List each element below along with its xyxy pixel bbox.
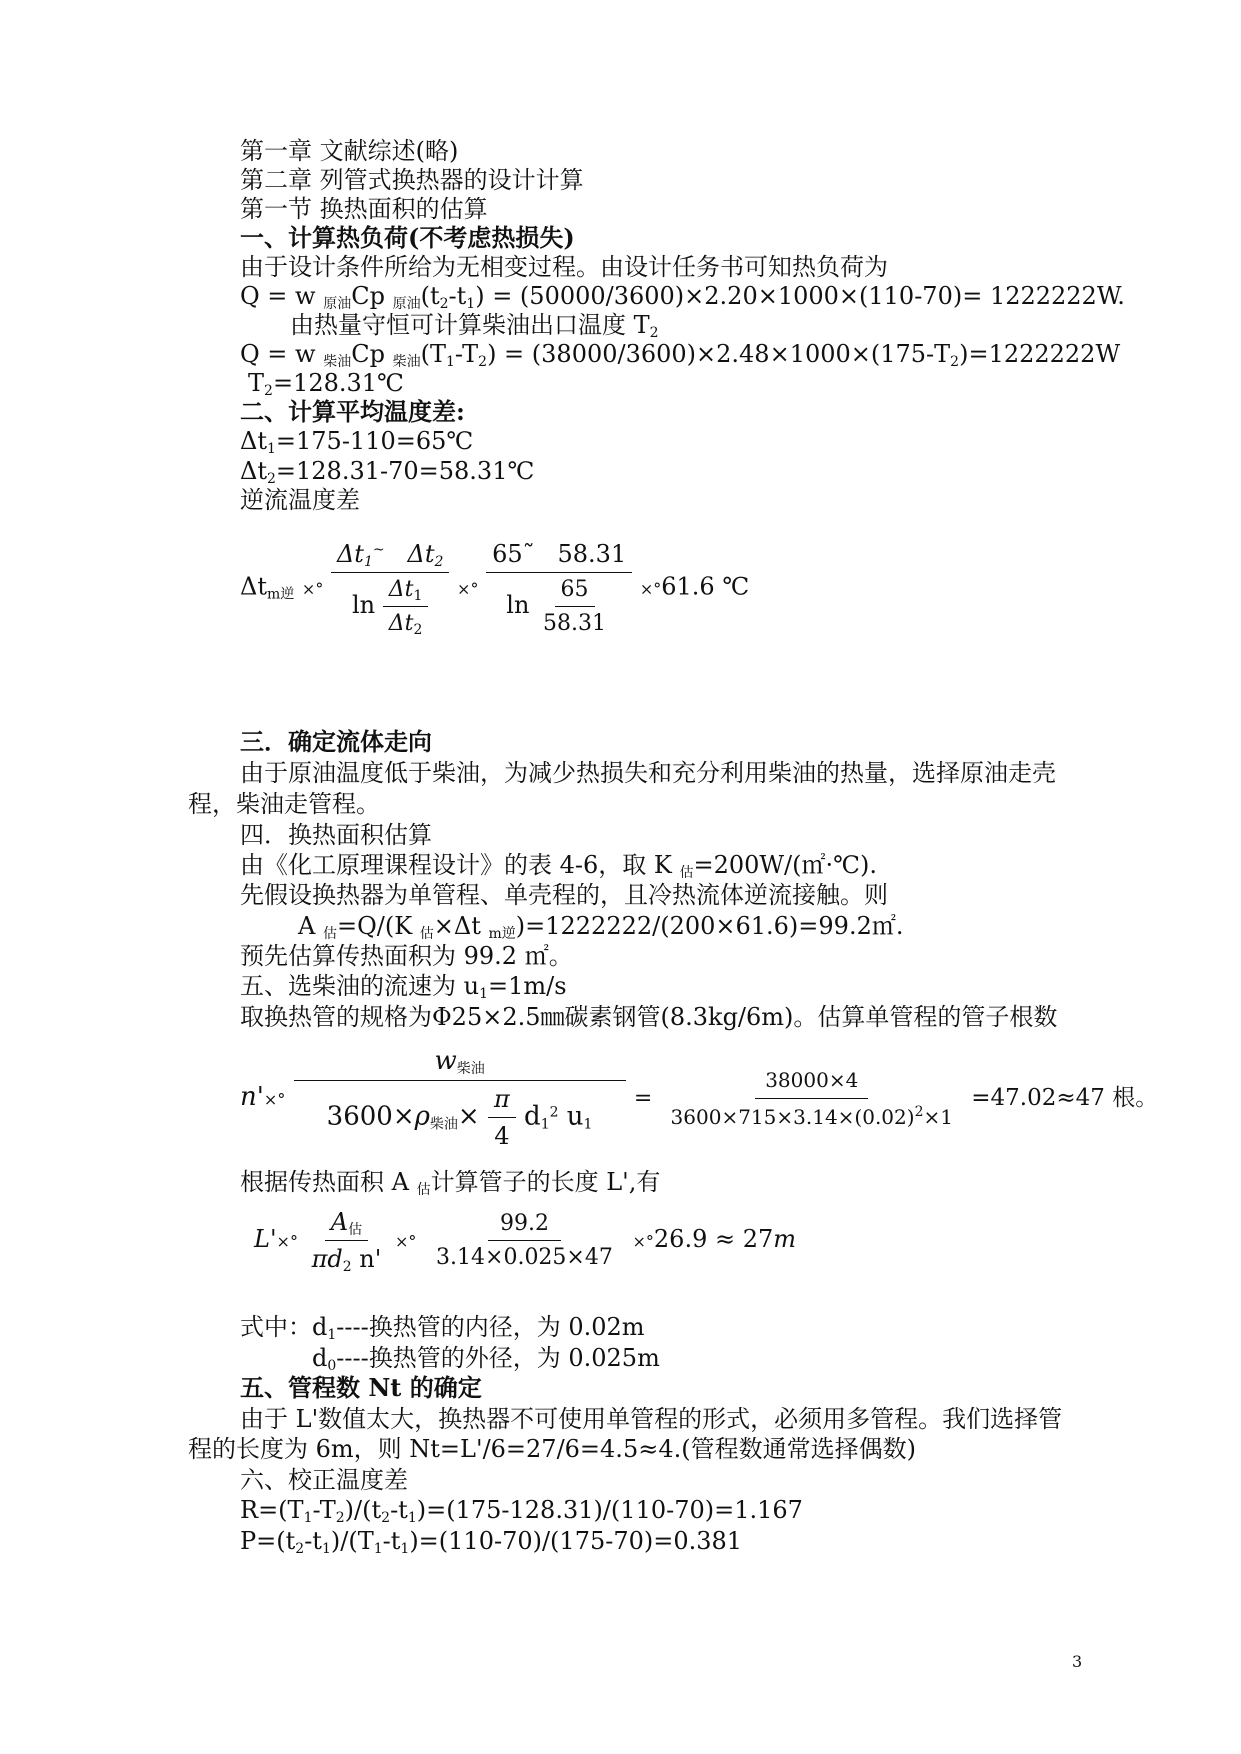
formula-tube-length: L'×° $\frac{A_估}{\pi d_2 n'}$ ×° $\frac{99.2}{3.14\times 0.025\times 47}$ ×°26.9 ≈ 27m [254, 1208, 797, 1275]
line-tube-length-intro: 根据传热面积 A $_估$计算管子的长度 L',有 [240, 1168, 661, 1198]
line-assumption: 先假设换热器为单管程、单壳程的，且冷热流体逆流接触。则 [240, 881, 888, 909]
line-heat-load-intro: 由于设计条件所给为无相变过程。由设计任务书可知热负荷为 [240, 253, 888, 281]
equation-r: $R=(T_1-T_2)/(t_2-t_1)=(175-128.31)/(110-70)=1.167$ [240, 1496, 803, 1526]
heading-area-estimate: 四．换热面积估算 [240, 821, 432, 849]
heading-tube-passes: 五、管程数 Nt 的确定 [240, 1373, 482, 1402]
line-delta-t1: $\Delta t_1=175-110=65℃$ [240, 427, 474, 457]
formula-tube-count: n'×° $w_{柴油}$ $3600\times\rho_{柴油}\times$ $\frac{\pi}{4}$ $d_1^2$ $u_1$ = $\frac{38000\times 4}{3600\times 715\times 3.14\times(0.02)^2\times 1}$ =47.02≈47 根。 [240, 1046, 1159, 1150]
line-section1: 第一节 换热面积的估算 [240, 195, 488, 223]
line-counterflow-label: 逆流温度差 [240, 486, 360, 514]
line-d0-def: $d_0----$换热管的外径，为 0.025m [312, 1344, 660, 1374]
equation-q-crude: Q = w $_{原油}$Cp $_{原油}(t_2-t_1) = (50000/3600)\times 2.20\times 1000\times(110-70)= 1222222W$. [240, 282, 1125, 312]
para-tube-passes-2: 程的长度为 6m，则 Nt=L'/6=27/6=4.5≈4.(管程数通常选择偶数) [188, 1435, 916, 1463]
para-flow-path-2: 程，柴油走管程。 [188, 790, 380, 818]
line-k-value: 由《化工原理课程设计》的表 4-6，取 K $_估$=200W/(㎡·℃). [240, 851, 877, 881]
line-chapter1: 第一章 文献综述(略) [240, 137, 459, 165]
line-d1-def: 式中：$d_1----$换热管的内径，为 0.02m [240, 1313, 645, 1343]
equation-area: A $_估$=Q/(K $_估$×Δt $_{m逆}$)=1222222/(200×61.6)=99.2㎡. [298, 912, 904, 942]
line-area-result: 预先估算传热面积为 99.2 ㎡。 [240, 942, 573, 970]
page-number: 3 [1072, 1652, 1083, 1671]
para-tube-passes-1: 由于 L'数值太大，换热器不可使用单管程的形式，必须用多管程。我们选择管 [240, 1405, 1063, 1433]
equation-p: $P=(t_2-t_1)/(T_1-t_1)=(110-70)/(175-70)=0.381$ [240, 1527, 743, 1557]
line-tube-spec: 取换热管的规格为Φ25×2.5㎜碳素钢管(8.3kg/6m)。估算单管程的管子根数 [240, 1003, 1058, 1031]
para-flow-path-1: 由于原油温度低于柴油，为减少热损失和充分利用柴油的热量，选择原油走壳 [240, 759, 1056, 787]
line-delta-t2: $\Delta t_2=128.31-70=58.31℃$ [240, 457, 535, 487]
heading-temp-correction: 六、校正温度差 [240, 1466, 408, 1494]
line-energy-balance: 由热量守恒可计算柴油出口温度 $T_2$ [290, 311, 659, 341]
line-velocity: 五、选柴油的流速为 $u_1=1m/s$ [240, 972, 567, 1002]
line-chapter2: 第二章 列管式换热器的设计计算 [240, 166, 584, 194]
formula-lmtd: $\Delta t_{m逆}$ ×° $\Delta t_1^\sim$ $\Delta t_2$ ln $\frac{\Delta t_1}{\Delta t_2}$ ×° 65˜ 58.31 ln $\frac{65}{58.31}$ ×°61.6 ℃ [240, 540, 750, 638]
equation-q-diesel: Q = w $_{柴油}$Cp $_{柴油}(T_1-T_2) = (38000/3600)\times 2.48\times 1000\times(175-T_2)=1222222W$ [240, 340, 1121, 370]
heading-heat-load: 一、计算热负荷(不考虑热损失) [240, 223, 575, 252]
heading-flow-path: 三．确定流体走向 [240, 727, 432, 756]
heading-mean-temp-diff: 二、计算平均温度差: [240, 397, 465, 426]
result-t2: $T_2=128.31℃$ [248, 369, 404, 399]
